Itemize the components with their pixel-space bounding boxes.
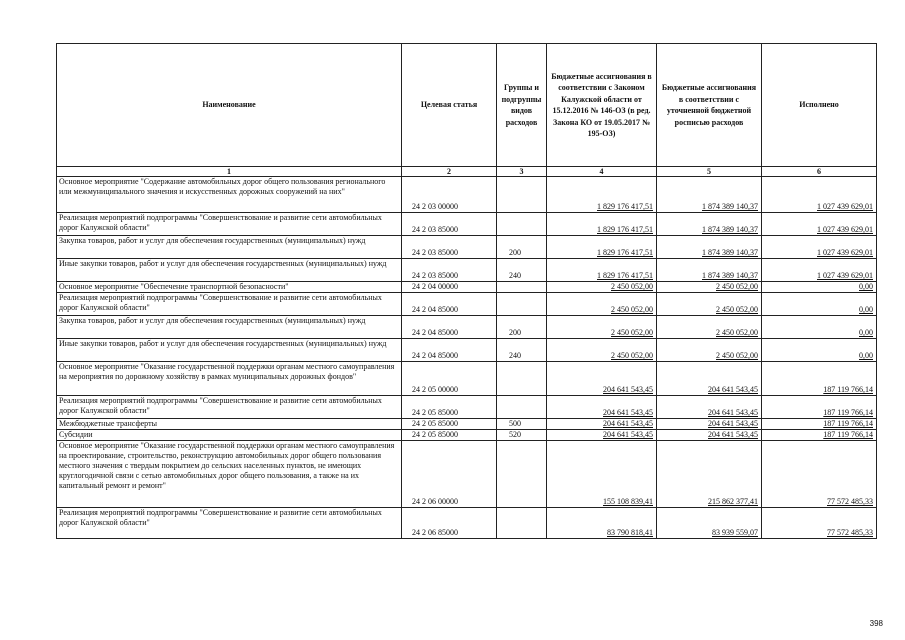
- row-law-amount: [547, 282, 657, 293]
- row-target-article-text: 24 2 05 00000: [412, 385, 458, 394]
- row-executed-amount-text: 0,00: [859, 351, 873, 360]
- row-expense-group-text: 240: [509, 271, 521, 280]
- row-target-article-text: 24 2 04 85000: [412, 328, 458, 337]
- table-row: [57, 259, 877, 282]
- row-name-text: Реализация мероприятий подпрограммы "Совершенствование и развитие сети автомобильных дорог Калужской области": [59, 396, 382, 415]
- row-executed-amount: [762, 508, 877, 539]
- row-expense-group: [497, 441, 547, 508]
- row-executed-amount-text: 1 027 439 629,01: [817, 248, 873, 257]
- row-law-amount-text: 155 108 839,41: [603, 497, 653, 506]
- row-law-amount-text: 1 829 176 417,51: [597, 248, 653, 257]
- row-name-text: Основное мероприятие "Содержание автомобильных дорог общего пользования регионального или межмуниципального значения и искусственных дорожных сооружений на них": [59, 177, 386, 196]
- row-roster-amount-text: 2 450 052,00: [716, 282, 758, 291]
- row-executed-amount: [762, 177, 877, 213]
- row-executed-amount-text: 187 119 766,14: [823, 419, 873, 428]
- row-target-article: [402, 177, 497, 213]
- row-name-text: Основное мероприятие "Оказание государственной поддержки органам местного самоуправления на мероприятия по дорожному хозяйству в рамках муниципальных дорожных фондов": [59, 362, 395, 381]
- row-expense-group: [497, 177, 547, 213]
- row-name-text: Иные закупки товаров, работ и услуг для обеспечения государственных (муниципальных) нужд: [59, 339, 387, 348]
- row-expense-group-text: 500: [509, 419, 521, 428]
- row-roster-amount-text: 215 862 377,41: [708, 497, 758, 506]
- row-roster-amount-text: 204 641 543,45: [708, 430, 758, 439]
- row-law-amount: [547, 508, 657, 539]
- row-name: [57, 236, 402, 259]
- table-row: [57, 236, 877, 259]
- row-roster-amount: [657, 236, 762, 259]
- row-target-article: [402, 396, 497, 419]
- row-expense-group: [497, 213, 547, 236]
- row-executed-amount-text: 187 119 766,14: [823, 430, 873, 439]
- row-target-article: [402, 430, 497, 441]
- row-roster-amount: [657, 293, 762, 316]
- row-executed-amount: [762, 282, 877, 293]
- row-name: [57, 339, 402, 362]
- row-law-amount: [547, 339, 657, 362]
- row-roster-amount-text: 2 450 052,00: [716, 305, 758, 314]
- row-name: [57, 362, 402, 396]
- row-name-text: Субсидии: [59, 430, 93, 439]
- row-target-article: [402, 362, 497, 396]
- row-law-amount: [547, 259, 657, 282]
- row-expense-group: [497, 293, 547, 316]
- row-name: [57, 282, 402, 293]
- row-executed-amount: [762, 339, 877, 362]
- row-roster-amount: [657, 339, 762, 362]
- table-row: [57, 396, 877, 419]
- row-law-amount: [547, 430, 657, 441]
- row-expense-group: [497, 362, 547, 396]
- page-number: 398: [869, 619, 883, 628]
- row-name: [57, 177, 402, 213]
- row-target-article-text: 24 2 06 00000: [412, 497, 458, 506]
- column-number: 6: [762, 167, 877, 177]
- table-row: [57, 282, 877, 293]
- row-executed-amount-text: 187 119 766,14: [823, 408, 873, 417]
- row-executed-amount: [762, 213, 877, 236]
- row-roster-amount-text: 1 874 389 140,37: [702, 271, 758, 280]
- row-target-article: [402, 282, 497, 293]
- row-target-article: [402, 339, 497, 362]
- row-target-article-text: 24 2 03 00000: [412, 202, 458, 211]
- row-expense-group-text: 200: [509, 248, 521, 257]
- row-executed-amount: [762, 259, 877, 282]
- row-target-article: [402, 259, 497, 282]
- row-name: [57, 419, 402, 430]
- row-target-article-text: 24 2 04 85000: [412, 305, 458, 314]
- row-name: [57, 441, 402, 508]
- row-expense-group-text: 240: [509, 351, 521, 360]
- row-name: [57, 396, 402, 419]
- header-executed: Исполнено: [762, 44, 877, 167]
- row-name-text: Иные закупки товаров, работ и услуг для обеспечения государственных (муниципальных) нужд: [59, 259, 387, 268]
- row-target-article: [402, 419, 497, 430]
- row-expense-group: [497, 396, 547, 419]
- row-expense-group-text: 520: [509, 430, 521, 439]
- row-law-amount: [547, 213, 657, 236]
- row-target-article-text: 24 2 03 85000: [412, 248, 458, 257]
- row-target-article-text: 24 2 05 85000: [412, 408, 458, 417]
- row-roster-amount: [657, 316, 762, 339]
- row-law-amount-text: 1 829 176 417,51: [597, 271, 653, 280]
- row-executed-amount-text: 0,00: [859, 328, 873, 337]
- row-executed-amount-text: 77 572 485,33: [827, 528, 873, 537]
- row-law-amount-text: 1 829 176 417,51: [597, 225, 653, 234]
- row-roster-amount-text: 2 450 052,00: [716, 351, 758, 360]
- row-roster-amount-text: 1 874 389 140,37: [702, 225, 758, 234]
- row-target-article: [402, 316, 497, 339]
- header-expense-groups: Группы и подгруппы видов расходов: [497, 44, 547, 167]
- row-executed-amount: [762, 236, 877, 259]
- row-name-text: Основное мероприятие "Обеспечение транспортной безопасности": [59, 282, 289, 291]
- row-target-article-text: 24 2 05 85000: [412, 419, 458, 428]
- row-law-amount-text: 2 450 052,00: [611, 328, 653, 337]
- row-target-article: [402, 293, 497, 316]
- row-executed-amount-text: 0,00: [859, 282, 873, 291]
- row-roster-amount: [657, 396, 762, 419]
- row-law-amount-text: 204 641 543,45: [603, 385, 653, 394]
- table-row: [57, 441, 877, 508]
- row-executed-amount: [762, 316, 877, 339]
- row-law-amount: [547, 177, 657, 213]
- row-expense-group: [497, 282, 547, 293]
- row-executed-amount: [762, 441, 877, 508]
- row-name-text: Межбюджетные трансферты: [59, 419, 157, 428]
- column-number: 5: [657, 167, 762, 177]
- row-executed-amount-text: 187 119 766,14: [823, 385, 873, 394]
- row-law-amount-text: 2 450 052,00: [611, 351, 653, 360]
- row-roster-amount: [657, 213, 762, 236]
- row-executed-amount: [762, 362, 877, 396]
- row-law-amount-text: 204 641 543,45: [603, 408, 653, 417]
- row-executed-amount: [762, 396, 877, 419]
- row-roster-amount-text: 83 939 559,07: [712, 528, 758, 537]
- row-expense-group: [497, 339, 547, 362]
- row-name: [57, 213, 402, 236]
- row-name: [57, 508, 402, 539]
- row-expense-group: [497, 316, 547, 339]
- row-expense-group: [497, 236, 547, 259]
- row-target-article: [402, 508, 497, 539]
- row-law-amount: [547, 236, 657, 259]
- table-row: [57, 316, 877, 339]
- row-roster-amount: [657, 177, 762, 213]
- row-roster-amount-text: 1 874 389 140,37: [702, 202, 758, 211]
- row-roster-amount: [657, 430, 762, 441]
- table-row: [57, 177, 877, 213]
- row-expense-group: [497, 430, 547, 441]
- row-name: [57, 293, 402, 316]
- row-executed-amount-text: 0,00: [859, 305, 873, 314]
- row-expense-group: [497, 419, 547, 430]
- row-name-text: Закупка товаров, работ и услуг для обеспечения государственных (муниципальных) нужд: [59, 236, 366, 245]
- row-executed-amount: [762, 430, 877, 441]
- row-target-article: [402, 441, 497, 508]
- row-executed-amount: [762, 293, 877, 316]
- row-roster-amount-text: 1 874 389 140,37: [702, 248, 758, 257]
- row-roster-amount: [657, 259, 762, 282]
- header-name: Наименование: [57, 44, 402, 167]
- row-name: [57, 259, 402, 282]
- table-row: [57, 293, 877, 316]
- column-number: 1: [57, 167, 402, 177]
- row-target-article-text: 24 2 03 85000: [412, 271, 458, 280]
- row-law-amount: [547, 316, 657, 339]
- table-row: [57, 213, 877, 236]
- row-target-article: [402, 236, 497, 259]
- row-roster-amount-text: 2 450 052,00: [716, 328, 758, 337]
- column-number-row: [57, 167, 877, 177]
- row-expense-group-text: 200: [509, 328, 521, 337]
- row-roster-amount: [657, 508, 762, 539]
- row-executed-amount: [762, 419, 877, 430]
- column-number: 2: [402, 167, 497, 177]
- row-executed-amount-text: 1 027 439 629,01: [817, 225, 873, 234]
- row-law-amount-text: 83 790 818,41: [607, 528, 653, 537]
- row-name-text: Основное мероприятие "Оказание государственной поддержки органам местного самоуправления на проектирование, строительство, реконструкцию автомобильных дорог общего пользования местного значения с твердым покрытием до сельских населенных пунктов, не имеющих круглогодичной связи с сетью автомобильных дорог общего пользования, а также на их капитальный ремонт и ремонт": [59, 441, 395, 490]
- row-name-text: Реализация мероприятий подпрограммы "Совершенствование и развитие сети автомобильных дорог Калужской области": [59, 508, 382, 527]
- table-row: [57, 430, 877, 441]
- row-name-text: Реализация мероприятий подпрограммы "Совершенствование и развитие сети автомобильных дорог Калужской области": [59, 293, 382, 312]
- row-law-amount-text: 204 641 543,45: [603, 419, 653, 428]
- row-target-article-text: 24 2 06 85000: [412, 528, 458, 537]
- row-law-amount-text: 2 450 052,00: [611, 305, 653, 314]
- row-law-amount-text: 204 641 543,45: [603, 430, 653, 439]
- row-target-article-text: 24 2 04 85000: [412, 351, 458, 360]
- row-roster-amount-text: 204 641 543,45: [708, 408, 758, 417]
- row-expense-group: [497, 259, 547, 282]
- row-target-article-text: 24 2 04 00000: [412, 282, 458, 291]
- row-target-article: [402, 213, 497, 236]
- table-row: [57, 339, 877, 362]
- budget-table: [56, 43, 877, 539]
- table-row: [57, 419, 877, 430]
- row-roster-amount: [657, 362, 762, 396]
- table-row: [57, 508, 877, 539]
- row-roster-amount-text: 204 641 543,45: [708, 385, 758, 394]
- row-law-amount: [547, 293, 657, 316]
- row-target-article-text: 24 2 05 85000: [412, 430, 458, 439]
- header-target-article: Целевая статья: [402, 44, 497, 167]
- row-target-article-text: 24 2 03 85000: [412, 225, 458, 234]
- row-roster-amount-text: 204 641 543,45: [708, 419, 758, 428]
- header-roster-allocations: Бюджетные ассигнования в соответствии с уточненной бюджетной росписью расходов: [657, 44, 762, 167]
- row-expense-group: [497, 508, 547, 539]
- row-roster-amount: [657, 419, 762, 430]
- row-executed-amount-text: 1 027 439 629,01: [817, 271, 873, 280]
- row-name-text: Закупка товаров, работ и услуг для обеспечения государственных (муниципальных) нужд: [59, 316, 366, 325]
- row-roster-amount: [657, 282, 762, 293]
- row-name: [57, 430, 402, 441]
- row-executed-amount-text: 1 027 439 629,01: [817, 202, 873, 211]
- row-name-text: Реализация мероприятий подпрограммы "Совершенствование и развитие сети автомобильных дорог Калужской области": [59, 213, 382, 232]
- row-executed-amount-text: 77 572 485,33: [827, 497, 873, 506]
- row-law-amount: [547, 362, 657, 396]
- header-row: [57, 44, 877, 167]
- row-law-amount-text: 2 450 052,00: [611, 282, 653, 291]
- row-law-amount: [547, 441, 657, 508]
- header-law-allocations: Бюджетные ассигнования в соответствии с Законом Калужской области от 15.12.2016 № 146-ОЗ (в ред. Закона КО от 19.05.2017 № 195-ОЗ): [547, 44, 657, 167]
- column-number: 3: [497, 167, 547, 177]
- row-law-amount: [547, 419, 657, 430]
- row-law-amount-text: 1 829 176 417,51: [597, 202, 653, 211]
- row-law-amount: [547, 396, 657, 419]
- row-name: [57, 316, 402, 339]
- column-number: 4: [547, 167, 657, 177]
- row-roster-amount: [657, 441, 762, 508]
- table-row: [57, 362, 877, 396]
